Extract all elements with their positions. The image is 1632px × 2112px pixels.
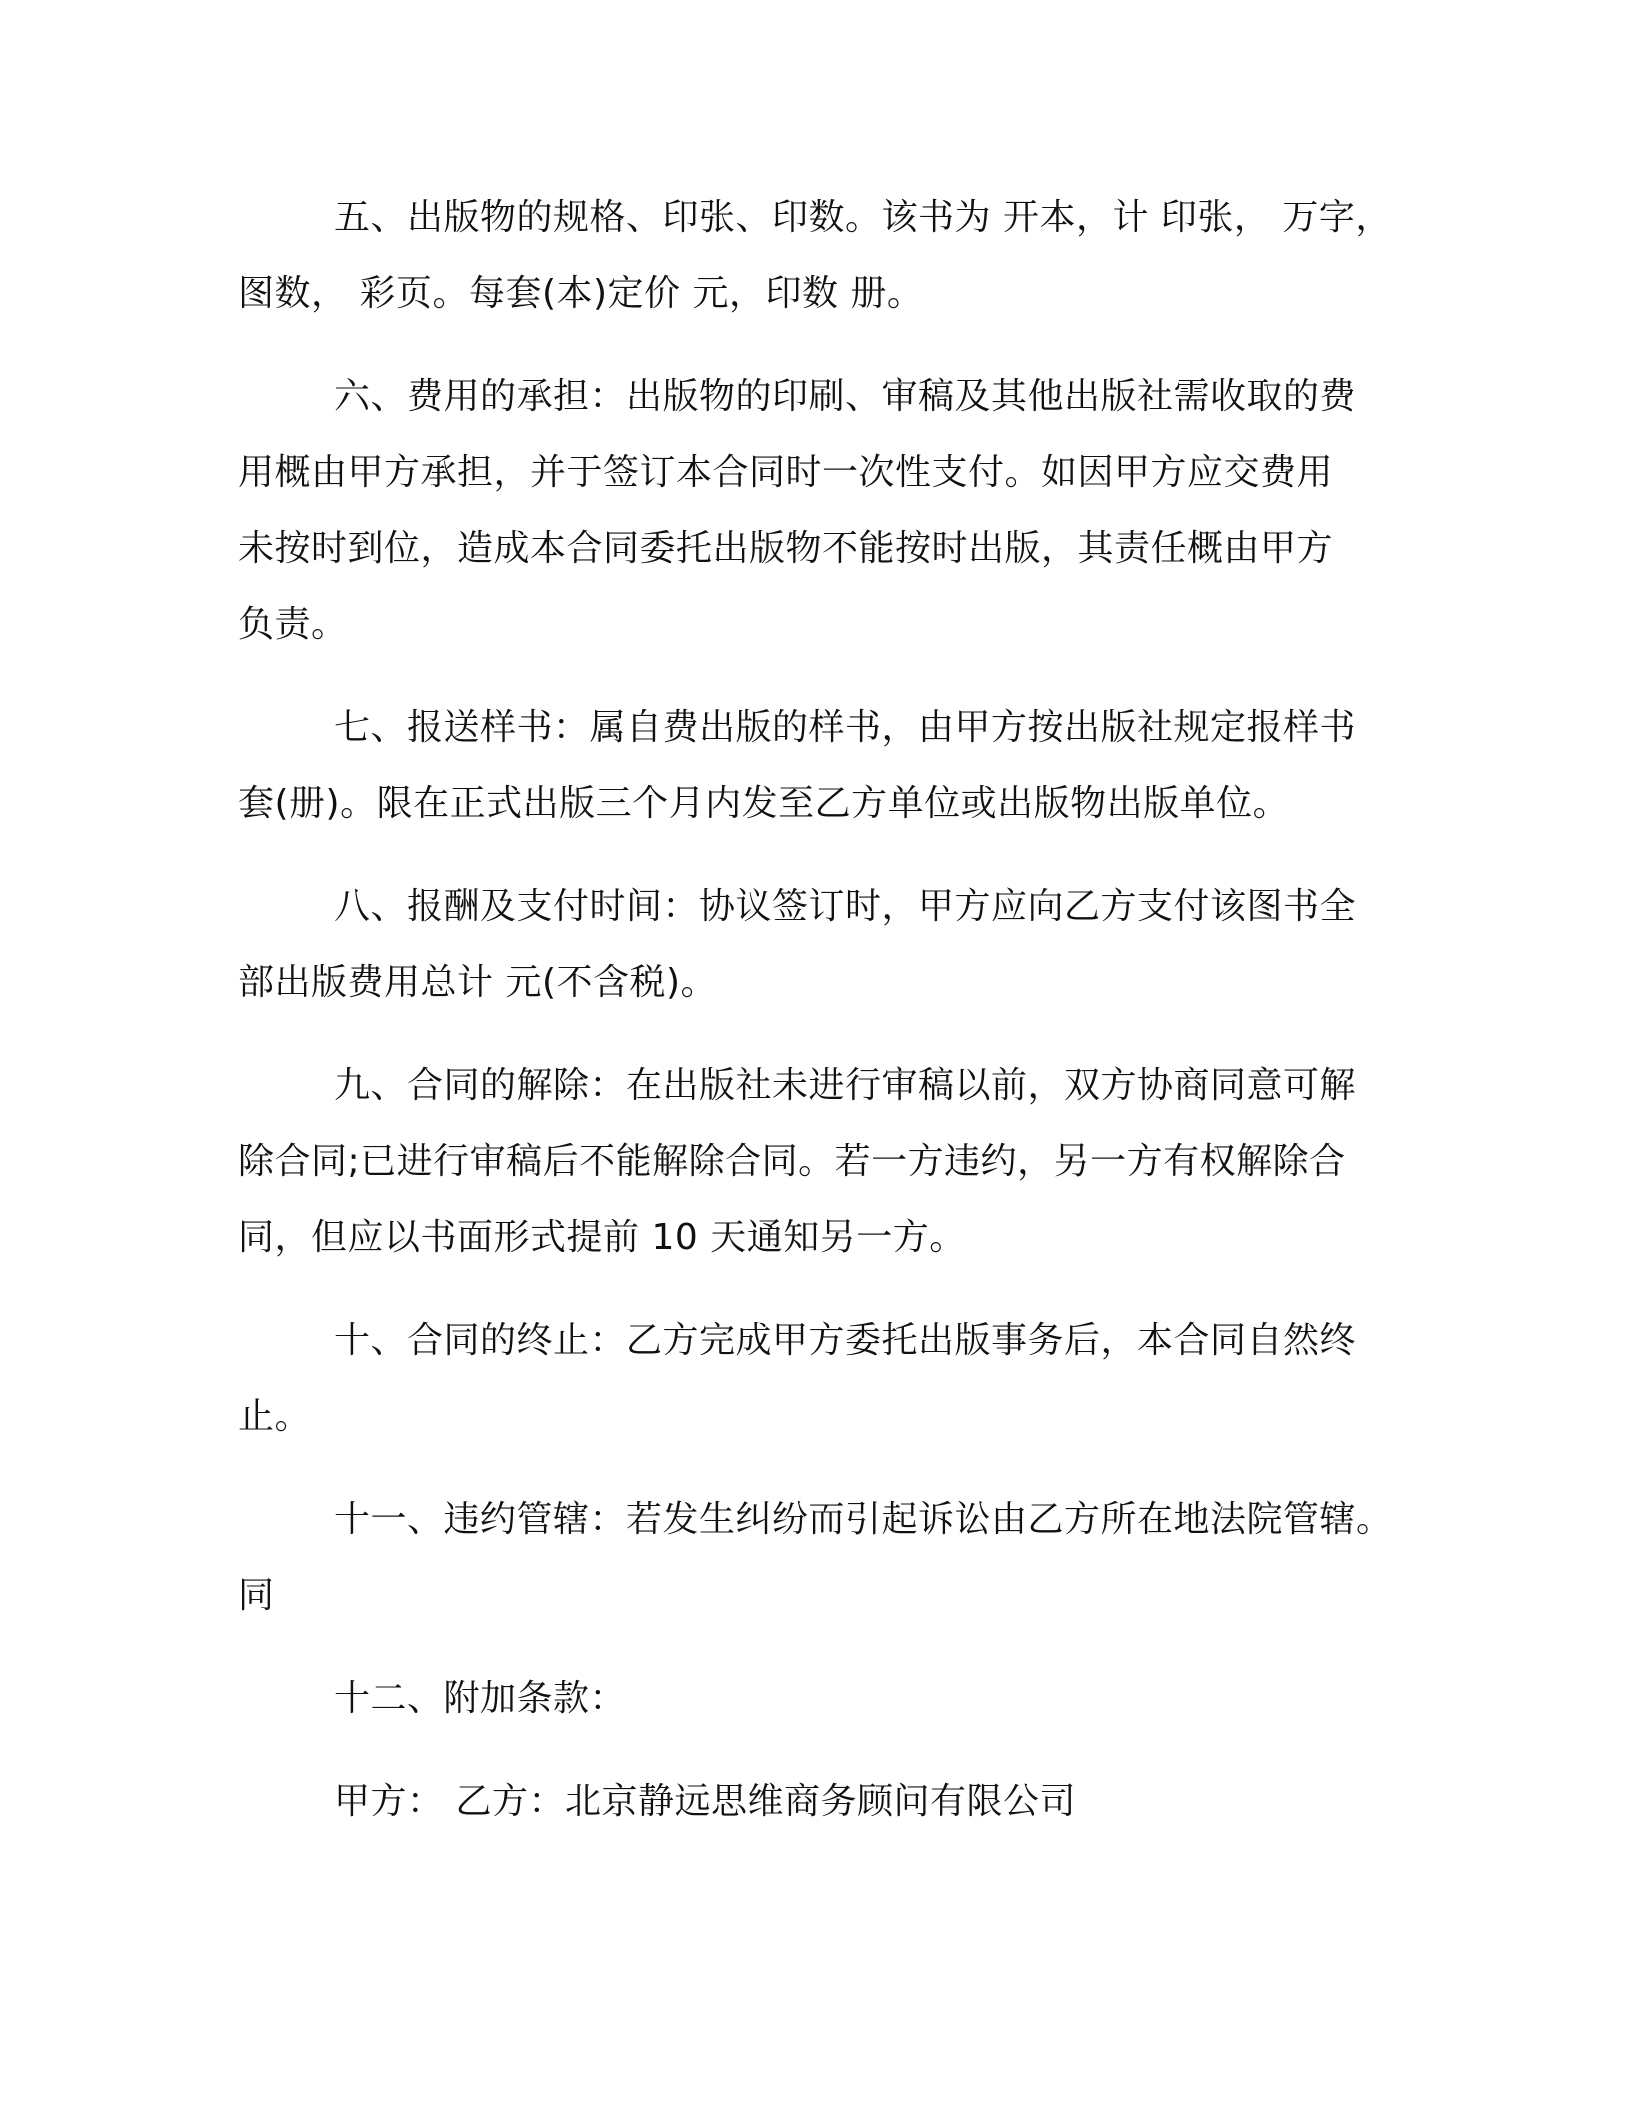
clause-9-line-2: 除合同;已进行审稿后不能解除合同。若一方违约，另一方有权解除合 xyxy=(238,1141,1346,1182)
clause-11-line-1: 十一、违约管辖：若发生纠纷而引起诉讼由乙方所在地法院管辖。 xyxy=(334,1499,1393,1540)
clause-5-line-2: 图数， 彩页。每套(本)定价 元，印数 册。 xyxy=(238,273,924,314)
clause-9-line-3: 同，但应以书面形式提前 10 天通知另一方。 xyxy=(238,1217,966,1258)
signature-parties: 甲方： 乙方：北京静远思维商务顾问有限公司 xyxy=(334,1781,1076,1822)
clause-6-line-4: 负责。 xyxy=(238,604,348,645)
clause-12-line-1: 十二、附加条款： xyxy=(334,1678,627,1719)
clause-6-line-3: 未按时到位，造成本合同委托出版物不能按时出版，其责任概由甲方 xyxy=(238,528,1334,569)
clause-6-line-2: 用概由甲方承担，并于签订本合同时一次性支付。如因甲方应交费用 xyxy=(238,452,1334,493)
clause-7-line-1: 七、报送样书：属自费出版的样书，由甲方按出版社规定报样书 xyxy=(334,707,1357,748)
clause-10-line-2: 止。 xyxy=(238,1396,312,1437)
clause-9-line-1: 九、合同的解除：在出版社未进行审稿以前，双方协商同意可解 xyxy=(334,1065,1357,1106)
clause-8-line-2: 部出版费用总计 元(不含税)。 xyxy=(238,962,718,1003)
clause-7-line-2: 套(册)。限在正式出版三个月内发至乙方单位或出版物出版单位。 xyxy=(238,783,1290,824)
clause-6-line-1: 六、费用的承担：出版物的印刷、审稿及其他出版社需收取的费 xyxy=(334,376,1357,417)
clause-5-line-1: 五、出版物的规格、印张、印数。该书为 开本，计 印张， 万字， xyxy=(334,197,1392,238)
clause-11-line-2: 同 xyxy=(238,1575,275,1616)
clause-10-line-1: 十、合同的终止：乙方完成甲方委托出版事务后，本合同自然终 xyxy=(334,1320,1357,1361)
clause-8-line-1: 八、报酬及支付时间：协议签订时，甲方应向乙方支付该图书全 xyxy=(334,886,1357,927)
